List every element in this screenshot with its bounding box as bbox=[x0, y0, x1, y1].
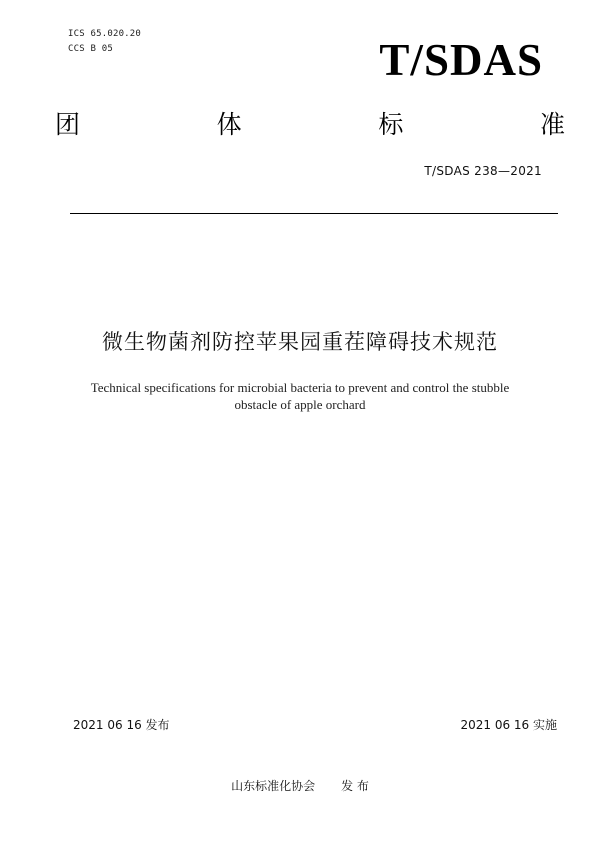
title-chinese: 微生物菌剂防控苹果园重茬障碍技术规范 bbox=[102, 330, 498, 354]
implementation-date: 2021 06 16 实施 bbox=[460, 718, 557, 732]
title-english bbox=[60, 379, 540, 413]
document-type bbox=[55, 112, 565, 137]
ics-code: ICS 65.020.20 bbox=[68, 29, 142, 39]
publisher-action: 发 布 bbox=[341, 779, 369, 793]
release-date: 2021 06 16 发布 bbox=[73, 718, 170, 732]
doc-type-char: 体 bbox=[216, 110, 242, 139]
standard-number: T/SDAS 238—2021 bbox=[424, 164, 542, 178]
doc-type-char: 团 bbox=[55, 110, 81, 139]
publisher-line bbox=[0, 777, 600, 794]
title-english-line: Technical specifications for microbial bacteria to prevent and control the stubble bbox=[90, 380, 510, 395]
ccs-code: CCS B 05 bbox=[68, 44, 113, 54]
doc-type-char: 标 bbox=[378, 110, 404, 139]
publisher-organization: 山东标准化协会 bbox=[231, 779, 316, 793]
title-english-line: obstacle of apple orchard bbox=[234, 397, 366, 412]
header-divider bbox=[70, 213, 558, 214]
doc-type-char: 准 bbox=[539, 110, 565, 139]
standard-brand: T/SDAS bbox=[379, 35, 543, 85]
